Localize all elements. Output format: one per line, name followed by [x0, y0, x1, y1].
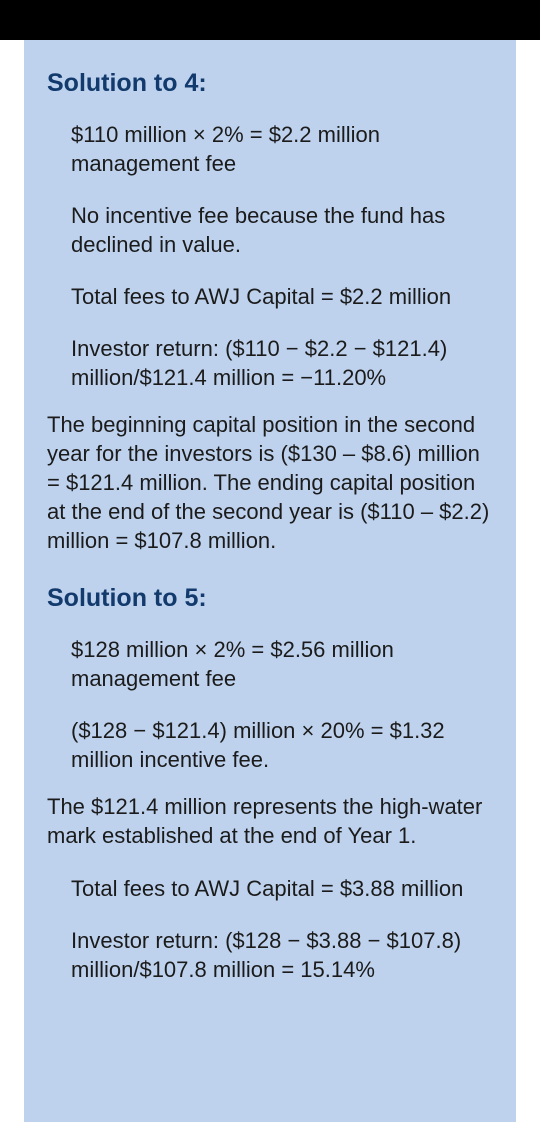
incentive-fee-calc: ($128 − $121.4) million × 20% = $1.32 million incentive fee. — [71, 718, 445, 772]
incentive-fee-note: No incentive fee because the fund has declined in value. — [71, 203, 446, 257]
solution-5-heading: Solution to 5: — [47, 584, 207, 612]
capital-position-explanation: The beginning capital position in the second year for the investors is ($130 – $8.6) million = $121.4 million. The ending capital position at the end of the second year is ($110 – $2.2) million = $107.8 million. — [47, 412, 490, 553]
total-fees: Total fees to AWJ Capital = $2.2 million — [71, 284, 452, 309]
management-fee-calc-2: $128 million × 2% = $2.56 million management fee — [71, 637, 394, 691]
solution-panel — [24, 40, 516, 1122]
investor-return: Investor return: ($110 − $2.2 − $121.4) million/$121.4 million = −11.20% — [71, 336, 448, 390]
top-bar — [0, 0, 540, 40]
management-fee-calc: $110 million × 2% = $2.2 million management fee — [71, 122, 380, 176]
total-fees-2: Total fees to AWJ Capital = $3.88 million — [71, 876, 464, 901]
high-water-mark-note: The $121.4 million represents the high-water mark established at the end of Year 1. — [47, 794, 483, 848]
investor-return-2: Investor return: ($128 − $3.88 − $107.8) million/$107.8 million = 15.14% — [71, 928, 462, 982]
solution-4-heading: Solution to 4: — [47, 69, 207, 97]
